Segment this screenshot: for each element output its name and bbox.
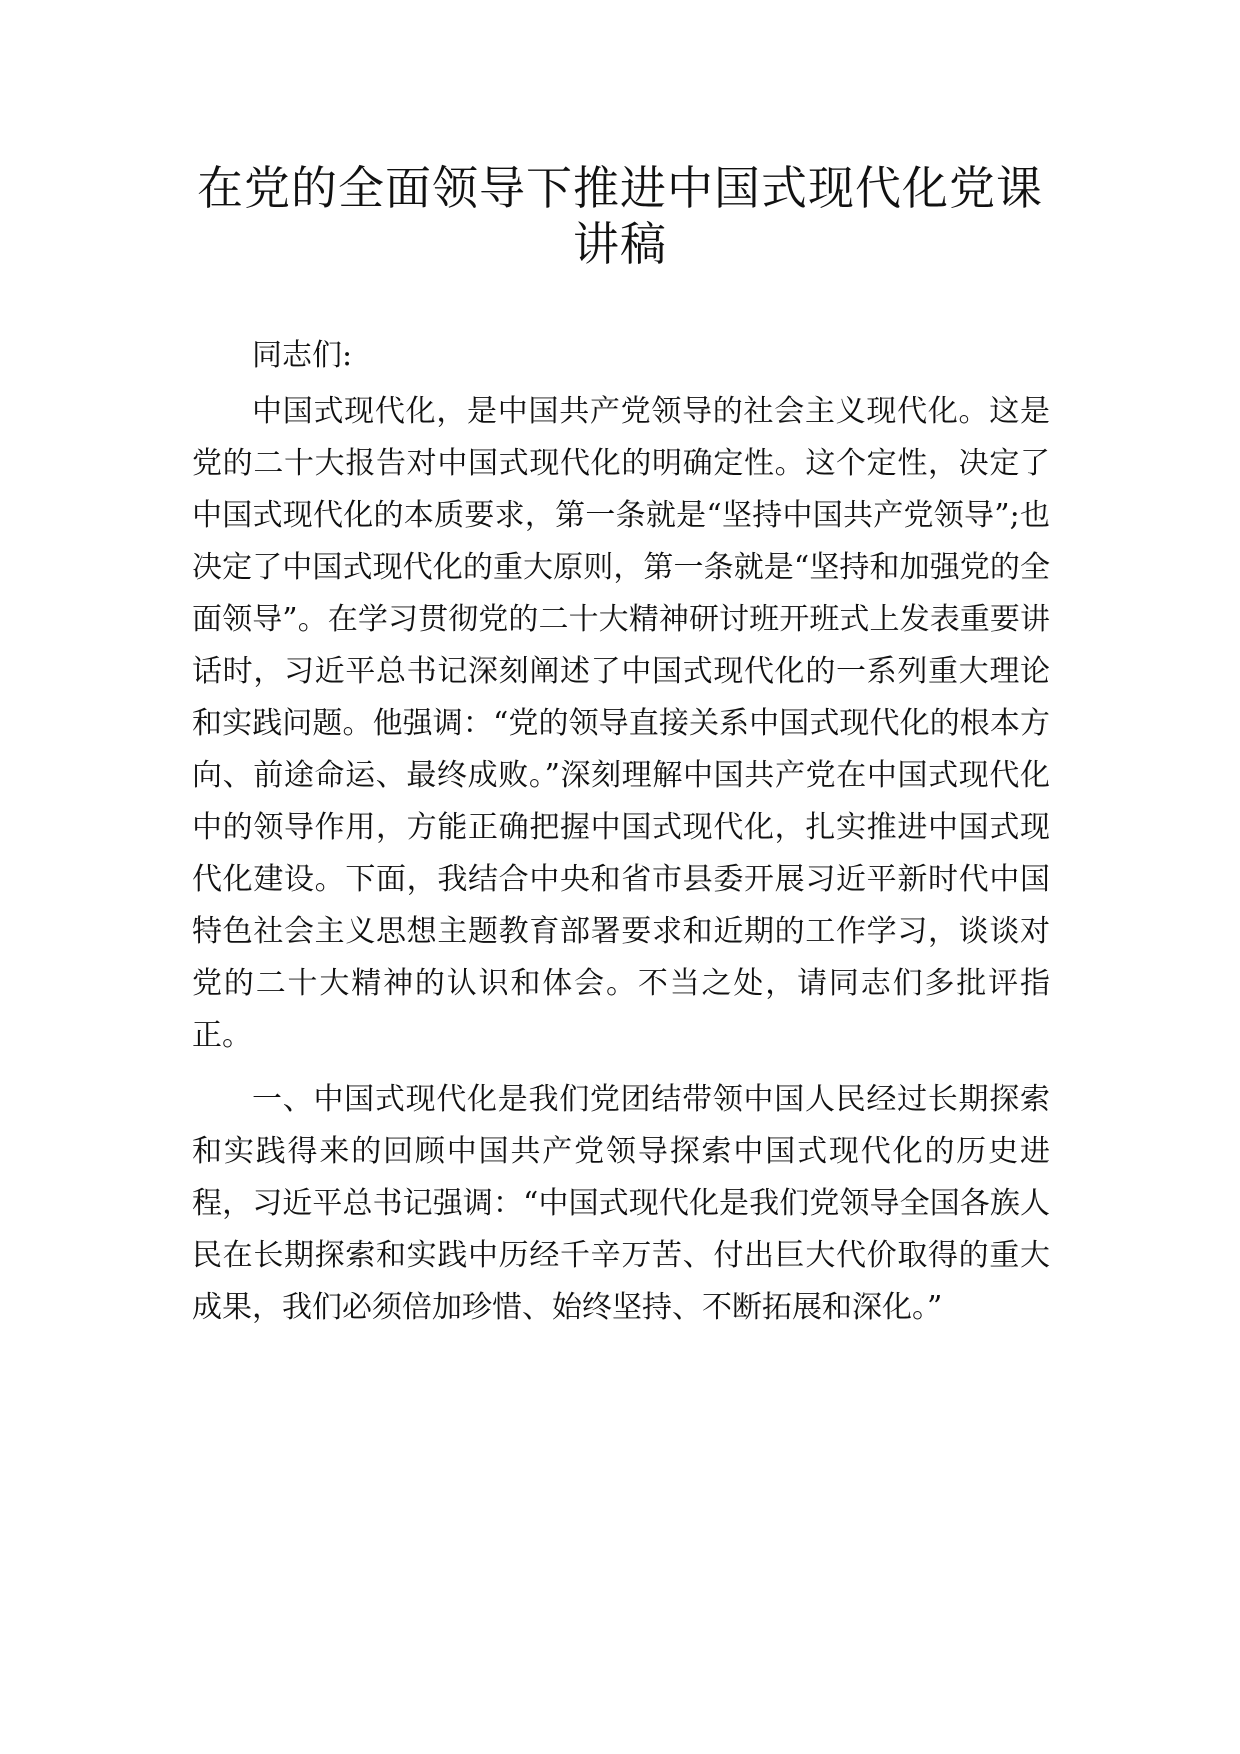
title-line-1: 在党的全面领导下推进中国式现代化党课	[197, 161, 1043, 215]
title-line-2: 讲稿	[573, 217, 667, 271]
paragraph-intro: 中国式现代化，是中国共产党领导的社会主义现代化。这是党的二十大报告对中国式现代化的明确定性。这个定性，决定了中国式现代化的本质要求，第一条就是“坚持中国共产党领导”;也决定了中国式现代化的重大原则，第一条就是“坚持和加强党的全面领导”。在学习贯彻党的二十大精神研讨班开班式上发表重要讲话时，习近平总书记深刻阐述了中国式现代化的一系列重大理论和实践问题。他强调：“党的领导直接关系中国式现代化的根本方向、前途命运、最终成败。”深刻理解中国共产党在中国式现代化中的领导作用，方能正确把握中国式现代化，扎实推进中国式现代化建设。下面，我结合中央和省市县委开展习近平新时代中国特色社会主义思想主题教育部署要求和近期的工作学习，谈谈对党的二十大精神的认识和体会。不当之处，请同志们多批评指正。	[192, 394, 1050, 1053]
page-title	[160, 160, 1080, 272]
paragraph-section-one: 一、中国式现代化是我们党团结带领中国人民经过长期探索和实践得来的回顾中国共产党领导探索中国式现代化的历史进程，习近平总书记强调：“中国式现代化是我们党领导全国各族人民在长期探索和实践中历经千辛万苦、付出巨大代价取得的重大成果，我们必须倍加珍惜、始终坚持、不断拓展和深化。”	[192, 1082, 1050, 1325]
salutation: 同志们:	[252, 338, 353, 373]
document-body	[192, 330, 1050, 1346]
